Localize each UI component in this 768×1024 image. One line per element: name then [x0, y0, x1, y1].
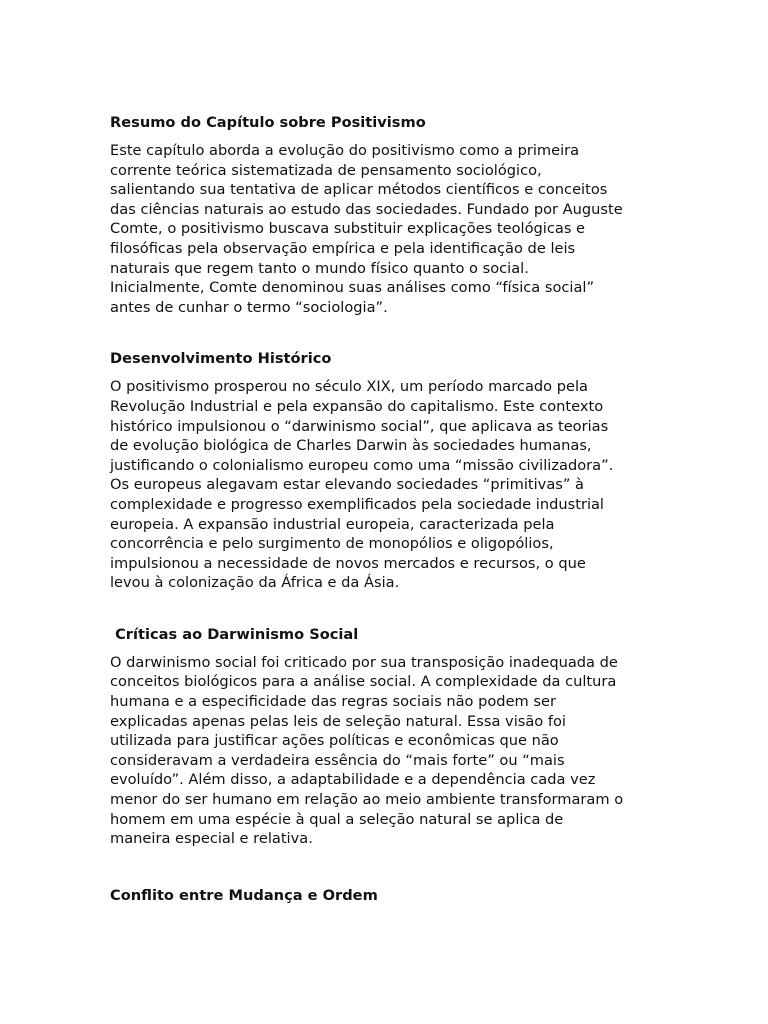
paragraph-line: europeia. A expansão industrial europeia, caracterizada pela	[110, 515, 555, 533]
paragraph-line: filosóficas pela observação empírica e pela identificação de leis	[110, 239, 576, 257]
paragraph-line: evoluído”. Além disso, a adaptabilidade e a dependência cada vez	[110, 771, 596, 789]
section-paragraph	[110, 377, 660, 593]
paragraph-line: complexidade e progresso exemplificados pela sociedade industrial	[110, 495, 604, 513]
paragraph-line: menor do ser humano em relação ao meio ambiente transformaram o	[110, 791, 624, 809]
paragraph-line: explicadas apenas pelas leis de seleção natural. Essa visão foi	[110, 712, 566, 730]
paragraph-line: naturais que regem tanto o mundo físico quanto o social.	[110, 259, 529, 277]
section-heading: Desenvolvimento Histórico	[110, 350, 332, 368]
paragraph-line: Este capítulo aborda a evolução do positivismo como a primeira	[110, 142, 580, 159]
paragraph-line: justificando o colonialismo europeu como uma “missão civilizadora”.	[110, 456, 614, 474]
section-conflito	[110, 886, 660, 906]
section-spacer	[110, 317, 660, 349]
section-desenvolvimento	[110, 349, 660, 593]
section-paragraph	[110, 141, 660, 317]
paragraph-line: consideravam a verdadeira essência do “mais forte” ou “mais	[110, 751, 565, 769]
paragraph-line: Os europeus alegavam estar elevando sociedades “primitivas” à	[110, 476, 585, 494]
paragraph-line: utilizada para justificar ações políticas e econômicas que não	[110, 732, 559, 750]
paragraph-line: O darwinismo social foi criticado por sua transposição inadequada de	[110, 653, 618, 671]
section-criticas	[110, 625, 660, 849]
section-resumo	[110, 113, 660, 317]
paragraph-line: das ciências naturais ao estudo das sociedades. Fundado por Auguste	[110, 200, 623, 218]
section-heading: Resumo do Capítulo sobre Positivismo	[110, 114, 426, 131]
paragraph-line: homem em uma espécie à qual a seleção natural se aplica de	[110, 810, 564, 828]
paragraph-line: levou à colonização da África e da Ásia.	[110, 574, 400, 592]
document-body	[110, 113, 660, 914]
paragraph-line: Revolução Industrial e pela expansão do capitalismo. Este contexto	[110, 397, 604, 415]
paragraph-line: histórico impulsionou o “darwinismo social”, que aplicava as teorias	[110, 417, 609, 435]
paragraph-line: impulsionou a necessidade de novos mercados e recursos, o que	[110, 554, 586, 572]
paragraph-line: antes de cunhar o termo “sociologia”.	[110, 298, 388, 316]
section-spacer	[110, 849, 660, 886]
paragraph-line: corrente teórica sistematizada de pensamento sociológico,	[110, 161, 542, 179]
section-heading: Críticas ao Darwinismo Social	[110, 625, 359, 643]
section-paragraph	[110, 653, 660, 849]
paragraph-line: O positivismo prosperou no século XIX, um período marcado pela	[110, 378, 588, 396]
paragraph-line: concorrência e pelo surgimento de monopólios e oligopólios,	[110, 535, 554, 553]
paragraph-line: maneira especial e relativa.	[110, 830, 313, 848]
section-spacer	[110, 593, 660, 625]
paragraph-line: Comte, o positivismo buscava substituir explicações teológicas e	[110, 220, 586, 238]
paragraph-line: de evolução biológica de Charles Darwin às sociedades humanas,	[110, 437, 592, 455]
paragraph-line: salientando sua tentativa de aplicar métodos científicos e conceitos	[110, 181, 608, 199]
paragraph-line: conceitos biológicos para a análise social. A complexidade da cultura	[110, 673, 617, 691]
section-heading: Conflito entre Mudança e Ordem	[110, 886, 378, 904]
paragraph-line: Inicialmente, Comte denominou suas análises como “física social”	[110, 279, 595, 297]
paragraph-line: humana e a especificidade das regras sociais não podem ser	[110, 693, 556, 711]
